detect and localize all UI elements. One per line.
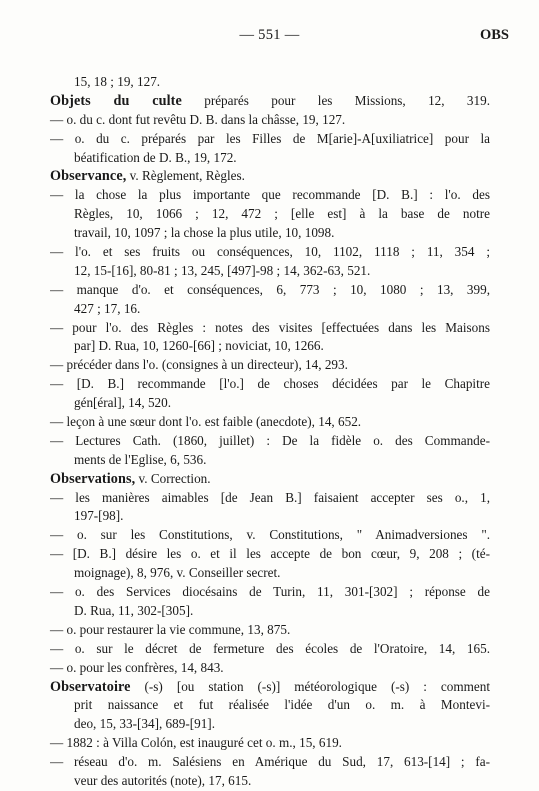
index-line: — o. sur les Constitutions, v. Constitutions, " Animadversiones ". [50,527,490,543]
index-line: — leçon à une sœur dont l'o. est faible (anecdote), 14, 652. [50,414,362,430]
index-line: veur des autorités (note), 17, 615. [74,772,252,788]
index-line: deo, 15, 33-[34], 689-[91]. [74,716,215,732]
index-line: — réseau d'o. m. Salésiens en Amérique du Sud, 17, 613-[14] ; fa- [50,754,490,770]
index-line: — Lectures Cath. (1860, juillet) : De la fidèle o. des Commande- [50,432,490,448]
index-heading-line: Objets du culte préparés pour les Missions, 12, 319. [50,92,490,109]
index-heading: Observance, [50,168,127,185]
index-line: 197-[98]. [74,508,124,524]
index-line: prit naissance et fut réalisée l'idée d'un o. m. à Montevi- [74,697,490,713]
index-heading-line: Observations, v. Correction. [50,470,211,487]
index-line: — o. du c. dont fut revêtu D. B. dans la châsse, 19, 127. [50,111,346,127]
index-line: béatification de D. B., 19, 172. [74,149,237,165]
index-entries [50,73,490,791]
index-line: 15, 18 ; 19, 127. [74,74,161,89]
index-line: D. Rua, 11, 302-[305]. [74,602,194,618]
index-line: — 1882 : à Villa Colón, est inauguré cet o. m., 15, 619. [50,735,342,751]
page-header [0,27,539,45]
index-line: — l'o. et ses fruits ou conséquences, 10, 1102, 1118 ; 11, 354 ; [50,244,490,260]
index-line: — [D. B.] recommande [l'o.] de choses décidées par le Chapitre [50,376,490,392]
index-heading-line: Observatoire (-s) [ou station (-s)] météorologique (-s) : comment [50,678,490,695]
index-line: ments de l'Eglise, 6, 536. [74,451,207,467]
index-line: — o. pour les confrères, 14, 843. [50,659,224,675]
index-line: — manque d'o. et conséquences, 6, 773 ; 10, 1080 ; 13, 399, [50,281,490,297]
index-line: — pour l'o. des Règles : notes des visites [effectuées dans les Maisons [50,319,490,335]
running-head: OBS [479,27,509,43]
index-line: gén[éral], 14, 520. [74,395,172,411]
index-line: par] D. Rua, 10, 1260-[66] ; noviciat, 10, 1266. [74,338,324,354]
page-number: — 551 — [239,27,300,43]
index-line: — o. du c. préparés par les Filles de M[arie]-A[uxiliatrice] pour la [50,130,490,146]
index-heading: Objets du culte [50,92,182,109]
index-line: — la chose la plus importante que recommande [D. B.] : l'o. des [50,187,490,203]
index-line: — o. pour restaurer la vie commune, 13, 875. [50,621,291,637]
index-line: — o. des Services diocésains de Turin, 11, 301-[302] ; réponse de [50,584,490,600]
index-line: 427 ; 17, 16. [74,300,141,316]
index-line: — précéder dans l'o. (consignes à un directeur), 14, 293. [50,357,348,373]
index-line: moignage), 8, 976, v. Conseiller secret. [74,565,281,581]
index-line: — [D. B.] désire les o. et il les accepte de bon cœur, 9, 208 ; (té- [50,546,490,562]
index-heading: Observatoire [50,678,131,695]
index-heading: Observations, [50,470,136,487]
index-line: — les manières aimables [de Jean B.] faisaient accepter ses o., 1, [50,489,490,505]
index-heading-line: Observance, v. Règlement, Règles. [50,168,245,185]
index-line: — o. sur le décret de fermeture des écoles de l'Oratoire, 14, 165. [50,640,490,656]
index-line: Règles, 10, 1066 ; 12, 472 ; [elle est] à la base de notre [74,206,490,222]
index-line: travail, 10, 1097 ; la chose la plus utile, 10, 1098. [74,225,335,241]
index-line: 12, 15-[16], 80-81 ; 13, 245, [497]-98 ; 14, 362-63, 521. [74,262,371,278]
